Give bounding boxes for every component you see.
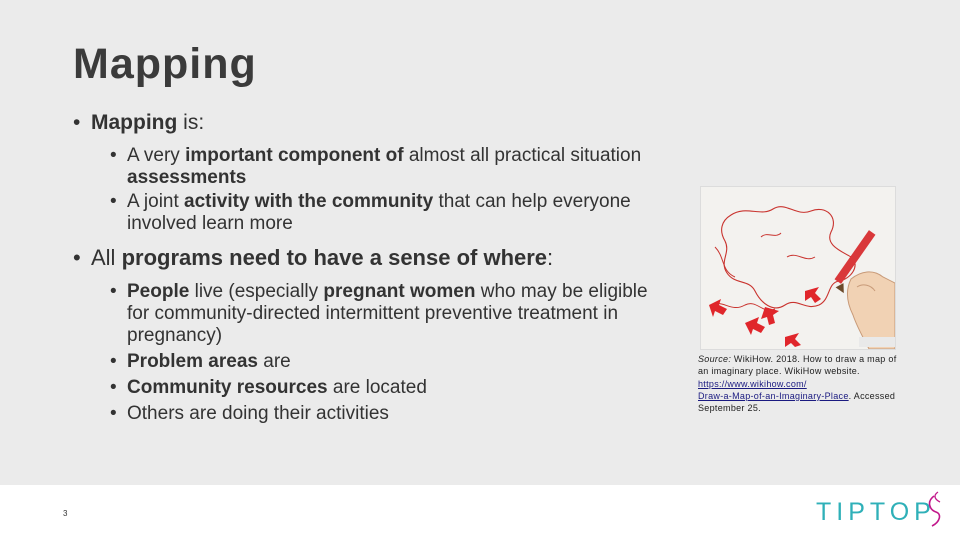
map-drawing-image (700, 186, 896, 350)
source-text: WikiHow. 2018. How to draw a map of an imaginary place. WikiHow website. (698, 354, 897, 377)
bullet-list (73, 110, 673, 425)
sub-bullet: • People live (especially pregnant women who may be eligible for community-directed intermittent preventive treatment in pregnancy) (110, 281, 673, 347)
bullet-programs: • All programs need to have a sense of where: (73, 245, 673, 271)
slide-title: Mapping (73, 40, 257, 88)
sub-bullet: • A joint activity with the community that can help everyone involved learn more (110, 191, 673, 235)
bold-term: Mapping (91, 111, 178, 134)
bullet-mapping-is (73, 110, 673, 136)
sub-bullet: • Problem areas are (110, 351, 673, 373)
page-number: 3 (63, 509, 68, 518)
sub-bullet: • Community resources are located (110, 377, 673, 399)
tiptop-logo (812, 488, 952, 534)
accessed-text: . Accessed September 25. (698, 390, 896, 414)
source-link[interactable]: https://www.wikihow.com/ Draw-a-Map-of-an-Imaginary-Place (698, 378, 849, 401)
source-label: Source: (698, 354, 732, 364)
bullet-text: is: (177, 111, 205, 134)
drawn-map-illustration (701, 187, 895, 349)
logo-text: TIPTOP (816, 498, 936, 526)
image-source-caption (698, 353, 898, 414)
logo-swirl-icon (812, 488, 952, 534)
sub-bullet: • Others are doing their activities (110, 403, 673, 425)
sub-bullet: • A very important component of almost all practical situation assessments (110, 145, 673, 189)
red-arrows (709, 287, 821, 347)
